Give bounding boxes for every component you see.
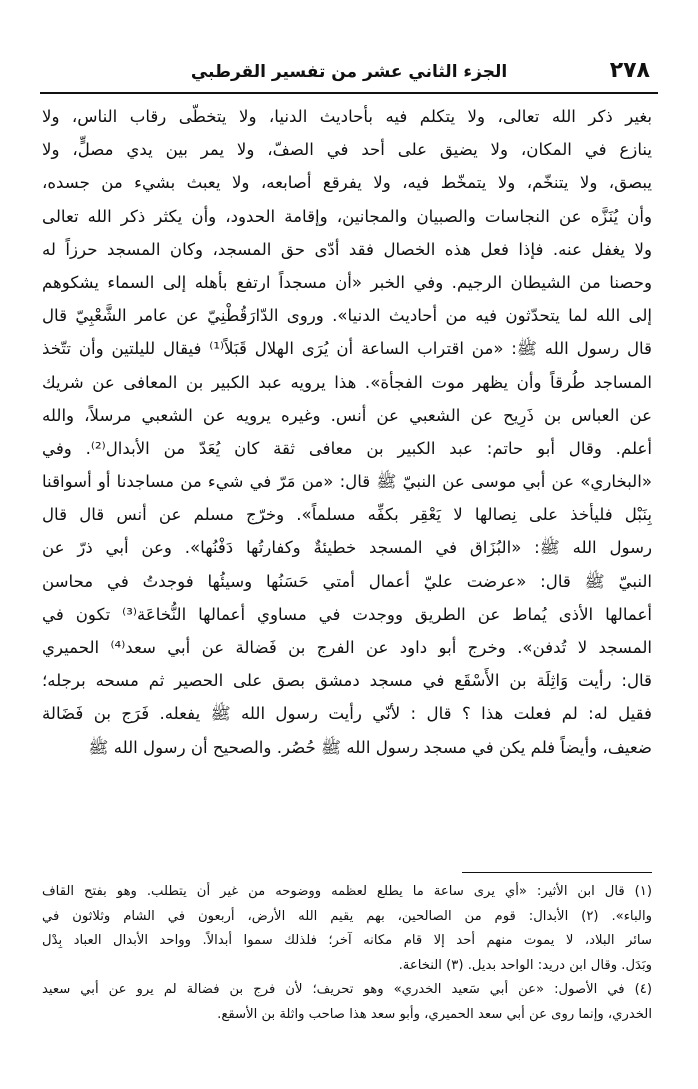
footnote-line: سائر البلاد، لا يموت منهم أحد إلا قام مكانه آخر؛ فلذلك سموا أبدالاً. وواحد الأبدال العباد بِدْل bbox=[42, 933, 652, 949]
body-line: أعمالها الأذى يُماط عن الطريق ووجدت في مساوي أعمالها النُّخاعَة⁽³⁾ تكون في bbox=[42, 604, 652, 624]
footnote-line: الخدري، وإنما روى عن أبي سعد الحميري، وأبو سعد هذا صاحب واثلة بن الأسقع. bbox=[217, 1006, 652, 1022]
body-line: بغير ذكر الله تعالى، ولا يتكلم فيه بأحاديث الدنيا، ولا يتخطّى رقاب الناس، ولا bbox=[42, 107, 652, 126]
body-line: بِنَبْل فليأخذ على نِصالها لا يَعْقِر بكفِّه مسلماً». وخرّج مسلم عن أنس قال قال bbox=[42, 505, 652, 525]
body-line: وأن يُنَزَّه عن النجاسات والصبيان والمجانين، وإقامة الحدود، وأن يكثر ذكر الله تعالى bbox=[42, 206, 652, 226]
page-header bbox=[40, 54, 658, 90]
body-line: «البخاري» عن أبي موسى عن النبيّ ﷺ قال: «من مَرّ في شيء من مساجدنا أو أسواقنا bbox=[42, 472, 652, 492]
footnote-line: وبَدَل. وقال ابن دريد: الواحد بديل. (٣) النخاعة. bbox=[398, 957, 652, 973]
body-line: فقيل له: لم فعلت هذا ؟ قال : لأنّي رأيت رسول الله ﷺ يفعله. فَرَج بن فَضَالة bbox=[42, 704, 652, 724]
body-line: عن العباس بن ذَرِيح عن الشعبي عن أنس. وغيره يرويه عن الشعبي مرسلاً، والله bbox=[42, 405, 652, 425]
running-title: الجزء الثاني عشر من تفسير القرطبي bbox=[190, 62, 508, 82]
body-line: المسجد لا تُدفن». وخرج أبو داود عن الفرج بن فَضالة عن أبي سعد⁽⁴⁾ الحميري bbox=[42, 638, 652, 657]
body-line: ينازع في المكان، ولا يضيق على أحد في الصفّ، ولا يمر بين يدي مصلٍّ، ولا bbox=[42, 140, 652, 160]
body-line: ولا يغفل عنه. فإذا فعل هذه الخصال فقد أدّى حق المسجد، وكان المسجد حرزاً له bbox=[42, 239, 652, 259]
body-line: قال: رأيت وَاثِلَة بن الأَسْقَع في مسجد دمشق بصق على الحصير ثم مسحه برجله؛ bbox=[42, 671, 652, 691]
footnotes bbox=[42, 880, 652, 1028]
header-divider bbox=[40, 92, 658, 94]
footnote-divider bbox=[462, 872, 652, 873]
body-line: يبصق، ولا يتنخّم، ولا يتمخّط فيه، ولا يفرقع أصابعه، ولا يعبث بشيء من جسده، bbox=[42, 173, 652, 193]
footnote-line: والباء». (٢) الأبدال: قوم من الصالحين، بهم يقيم الله الأرض، أربعون في الشام وثلاثون في bbox=[42, 908, 652, 924]
footnote-line: (٤) في الأصول: «عن أبي سَعيد الخدري» وهو تحريف؛ لأن فرج بن فضالة لم يرو عن أبي سعيد bbox=[42, 982, 652, 998]
body-text bbox=[42, 100, 652, 764]
page-number: ٢٧٨ bbox=[609, 58, 650, 83]
body-line: رسول الله ﷺ: «البُزَاق في المسجد خطيئةٌ وكفارتُها دَفْنُها». وعن أبي ذرّ عن bbox=[42, 538, 652, 558]
body-line: المساجد طُرقاً وأن يظهر موت الفجأة». هذا يرويه عبد الكبير بن المعافى عن شريك bbox=[42, 372, 652, 392]
body-line: أعلم. وقال أبو حاتم: عبد الكبير بن معافى ثقة كان يُعَدّ من الأبدال⁽²⁾. وفي bbox=[42, 438, 652, 458]
body-line: وحصنا من الشيطان الرجيم. وفي الخبر «أن مسجداً ارتفع بأهله إلى السماء يشكوهم bbox=[42, 272, 652, 292]
body-line: النبيّ ﷺ قال: «عرضت عليّ أعمال أمتي حَسَنُها وسيئُها فوجدتُ في محاسن bbox=[42, 571, 652, 591]
body-line: ضعيف، وأيضاً فلم يكن في مسجد رسول الله ﷺ حُصُر. والصحيح أن رسول الله ﷺ bbox=[88, 737, 652, 757]
body-line: قال رسول الله ﷺ: «من اقتراب الساعة أن يُرَى الهلال قَبَلاً⁽¹⁾ فيقال لليلتين وأن تتّخذ bbox=[42, 339, 652, 359]
footnote-line: (١) قال ابن الأثير: «أي يرى ساعة ما يطلع لعظمه ووضوحه من غير أن يتطلب. وهو بفتح القاف bbox=[42, 884, 652, 899]
body-line: إلى الله لما يتحدّثون فيه من أحاديث الدنيا». وروى الدّارَقُطْنِيّ عن عامر الشَّعْبِيّ قال bbox=[42, 306, 652, 326]
